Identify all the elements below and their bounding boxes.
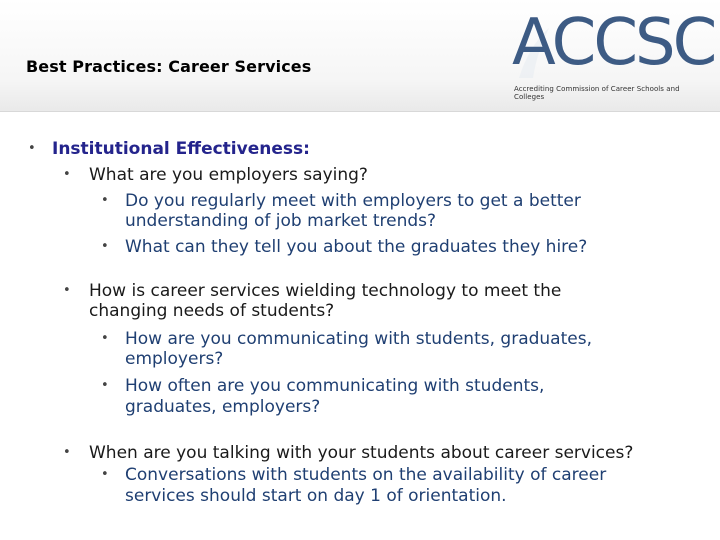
bullet-dot: • [101, 378, 109, 393]
sub-list-item: What can they tell you about the graduates they hire? [125, 237, 588, 257]
list-item: When are you talking with your students about career services? [89, 443, 634, 463]
bullet-dot: • [101, 193, 109, 208]
list-item: What are you employers saying? [89, 165, 368, 185]
bullet-dot: • [63, 167, 71, 182]
sub-list-item: How are you communicating with students, graduates, [125, 329, 592, 349]
bullet-dot: • [28, 141, 36, 156]
logo-subtitle: Accrediting Commission of Career Schools and Colleges [514, 85, 680, 101]
bullet-dot: • [101, 239, 109, 254]
sub-list-item: How often are you communicating with students, [125, 376, 545, 396]
bullet-dot: • [63, 283, 71, 298]
bullet-dot: • [63, 445, 71, 460]
list-item-cont: changing needs of students? [89, 301, 335, 321]
bullet-dot: • [101, 331, 109, 346]
accsc-logo [505, 6, 715, 101]
sub-list-item-cont: graduates, employers? [125, 397, 321, 417]
logo-wordmark: ACCSC [512, 6, 715, 80]
sub-list-item-cont: services should start on day 1 of orientation. [125, 486, 507, 506]
bullet-dot: • [101, 467, 109, 482]
sub-list-item-cont: employers? [125, 349, 224, 369]
sub-list-item: Do you regularly meet with employers to get a better [125, 191, 581, 211]
header-divider [0, 111, 720, 112]
section-heading: Institutional Effectiveness: [52, 139, 310, 159]
list-item: How is career services wielding technology to meet the [89, 281, 562, 301]
slide-title: Best Practices: Career Services [26, 57, 312, 76]
sub-list-item-cont: understanding of job market trends? [125, 211, 437, 231]
sub-list-item: Conversations with students on the availability of career [125, 465, 607, 485]
